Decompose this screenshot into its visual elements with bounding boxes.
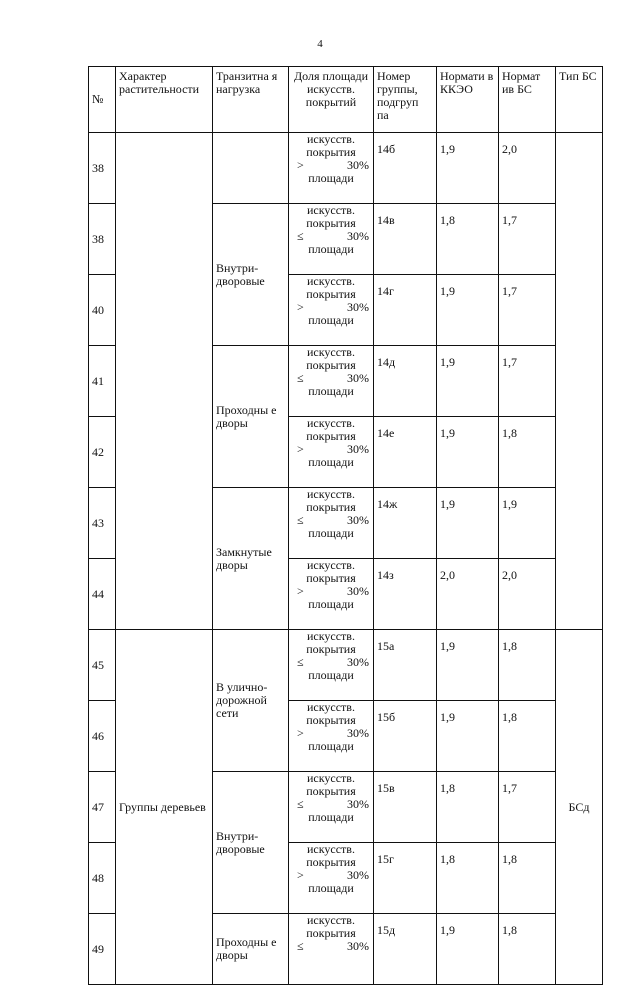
type-bs: БСд bbox=[556, 630, 603, 985]
share-cell bbox=[289, 772, 374, 843]
norm-bs-value: 1,7 bbox=[499, 772, 556, 843]
group-number: 15г bbox=[374, 843, 437, 914]
norm-bs-value: 1,7 bbox=[499, 204, 556, 275]
group-number: 14г bbox=[374, 275, 437, 346]
share-cell bbox=[289, 417, 374, 488]
header-character: Характер растительности bbox=[116, 67, 213, 133]
transit-load: Проходны е дворы bbox=[213, 346, 289, 488]
norm-kkeo-value: 1,9 bbox=[437, 275, 499, 346]
norm-kkeo-value: 1,8 bbox=[437, 204, 499, 275]
vegetation-norms-table bbox=[88, 66, 603, 985]
share-line: площади bbox=[308, 810, 354, 824]
transit-load: В улично-дорожной сети bbox=[213, 630, 289, 772]
share-line: искусств. bbox=[307, 132, 355, 146]
vegetation-character: Группы деревьев bbox=[116, 630, 213, 985]
norm-kkeo-value: 1,9 bbox=[437, 417, 499, 488]
share-line: площади bbox=[308, 881, 354, 895]
norm-bs-value: 1,8 bbox=[499, 630, 556, 701]
share-percent: 30% bbox=[347, 726, 369, 740]
share-percent: 30% bbox=[347, 513, 369, 527]
share-percent: 30% bbox=[347, 655, 369, 669]
row-number: 49 bbox=[89, 914, 116, 985]
norm-kkeo-value: 1,9 bbox=[437, 133, 499, 204]
share-operator: ≤ bbox=[297, 229, 304, 243]
share-percent: 30% bbox=[347, 939, 369, 953]
share-operator: ≤ bbox=[297, 939, 304, 953]
share-percent: 30% bbox=[347, 229, 369, 243]
share-line: площади bbox=[308, 739, 354, 753]
share-line: покрытия bbox=[306, 571, 356, 585]
page-number: 4 bbox=[317, 38, 323, 50]
share-line: площади bbox=[308, 384, 354, 398]
share-line: площади bbox=[308, 597, 354, 611]
transit-load: Замкнутые дворы bbox=[213, 488, 289, 630]
share-line: искусств. bbox=[307, 487, 355, 501]
row-number: 41 bbox=[89, 346, 116, 417]
share-line: покрытия bbox=[306, 500, 356, 514]
share-percent: 30% bbox=[347, 300, 369, 314]
type-bs bbox=[556, 133, 603, 630]
share-percent: 30% bbox=[347, 868, 369, 882]
share-percent: 30% bbox=[347, 442, 369, 456]
norm-kkeo-value: 1,9 bbox=[437, 630, 499, 701]
row-number: 40 bbox=[89, 275, 116, 346]
vegetation-character bbox=[116, 133, 213, 630]
share-line: площади bbox=[308, 242, 354, 256]
norm-bs-value: 1,7 bbox=[499, 346, 556, 417]
group-number: 14в bbox=[374, 204, 437, 275]
share-operator: > bbox=[297, 300, 304, 314]
share-line: площади bbox=[308, 171, 354, 185]
share-cell bbox=[289, 559, 374, 630]
share-line: искусств. bbox=[307, 203, 355, 217]
share-operator: ≤ bbox=[297, 513, 304, 527]
share-line: искусств. bbox=[307, 558, 355, 572]
share-operator: > bbox=[297, 442, 304, 456]
share-line: покрытия bbox=[306, 642, 356, 656]
header-transit-load: Транзитна я нагрузка bbox=[213, 67, 289, 133]
header-norm-kkeo: Нормати в ККЭО bbox=[437, 67, 499, 133]
norm-bs-value: 1,7 bbox=[499, 275, 556, 346]
share-cell bbox=[289, 488, 374, 559]
norm-bs-value: 1,8 bbox=[499, 914, 556, 985]
share-line: покрытия bbox=[306, 216, 356, 230]
table-row bbox=[89, 133, 603, 204]
norm-kkeo-value: 1,9 bbox=[437, 701, 499, 772]
share-line: искусств. bbox=[307, 345, 355, 359]
norm-kkeo-value: 2,0 bbox=[437, 559, 499, 630]
share-line: искусств. bbox=[307, 842, 355, 856]
header-type-bs: Тип БС bbox=[556, 67, 603, 133]
group-number: 15в bbox=[374, 772, 437, 843]
table-header-row bbox=[89, 67, 603, 133]
group-number: 14б bbox=[374, 133, 437, 204]
share-cell bbox=[289, 701, 374, 772]
norm-bs-value: 1,8 bbox=[499, 843, 556, 914]
share-line: покрытия bbox=[306, 926, 356, 940]
row-number: 38 bbox=[89, 133, 116, 204]
group-number: 14з bbox=[374, 559, 437, 630]
row-number: 45 bbox=[89, 630, 116, 701]
norm-bs-value: 1,8 bbox=[499, 701, 556, 772]
share-percent: 30% bbox=[347, 371, 369, 385]
share-line: покрытия bbox=[306, 855, 356, 869]
share-line: искусств. bbox=[307, 274, 355, 288]
share-percent: 30% bbox=[347, 584, 369, 598]
transit-load bbox=[213, 133, 289, 204]
table-row bbox=[89, 630, 603, 701]
norm-bs-value: 2,0 bbox=[499, 133, 556, 204]
share-line: покрытия bbox=[306, 287, 356, 301]
transit-load: Проходны е дворы bbox=[213, 914, 289, 985]
share-line: искусств. bbox=[307, 629, 355, 643]
row-number: 44 bbox=[89, 559, 116, 630]
share-operator: ≤ bbox=[297, 797, 304, 811]
header-group: Номер группы, подгруп па bbox=[374, 67, 437, 133]
share-line: площади bbox=[308, 313, 354, 327]
share-cell bbox=[289, 133, 374, 204]
share-line: искусств. bbox=[307, 771, 355, 785]
share-operator: > bbox=[297, 868, 304, 882]
share-line: искусств. bbox=[307, 700, 355, 714]
share-condition bbox=[291, 940, 371, 953]
group-number: 14е bbox=[374, 417, 437, 488]
norm-kkeo-value: 1,8 bbox=[437, 772, 499, 843]
row-number: 42 bbox=[89, 417, 116, 488]
share-line: покрытия bbox=[306, 713, 356, 727]
share-percent: 30% bbox=[347, 158, 369, 172]
group-number: 14ж bbox=[374, 488, 437, 559]
transit-load: Внутри-дворовые bbox=[213, 772, 289, 914]
norm-kkeo-value: 1,8 bbox=[437, 843, 499, 914]
share-cell bbox=[289, 275, 374, 346]
header-norm-bs: Нормат ив БС bbox=[499, 67, 556, 133]
row-number: 48 bbox=[89, 843, 116, 914]
group-number: 14д bbox=[374, 346, 437, 417]
group-number: 15б bbox=[374, 701, 437, 772]
share-cell bbox=[289, 204, 374, 275]
share-line: покрытия bbox=[306, 429, 356, 443]
transit-load: Внутри-дворовые bbox=[213, 204, 289, 346]
share-line: покрытия bbox=[306, 358, 356, 372]
norm-kkeo-value: 1,9 bbox=[437, 346, 499, 417]
share-line: искусств. bbox=[307, 913, 355, 927]
group-number: 15а bbox=[374, 630, 437, 701]
share-operator: ≤ bbox=[297, 371, 304, 385]
share-line: площади bbox=[308, 668, 354, 682]
row-number: 47 bbox=[89, 772, 116, 843]
share-operator: > bbox=[297, 726, 304, 740]
share-cell bbox=[289, 630, 374, 701]
norm-bs-value: 2,0 bbox=[499, 559, 556, 630]
share-cell bbox=[289, 843, 374, 914]
share-line: площади bbox=[308, 526, 354, 540]
row-number: 38 bbox=[89, 204, 116, 275]
norm-kkeo-value: 1,9 bbox=[437, 488, 499, 559]
share-cell bbox=[289, 914, 374, 985]
share-line: покрытия bbox=[306, 784, 356, 798]
norm-kkeo-value: 1,9 bbox=[437, 914, 499, 985]
share-percent: 30% bbox=[347, 797, 369, 811]
share-line: площади bbox=[308, 455, 354, 469]
share-line: искусств. bbox=[307, 416, 355, 430]
group-number: 15д bbox=[374, 914, 437, 985]
norm-bs-value: 1,8 bbox=[499, 417, 556, 488]
share-line: покрытия bbox=[306, 145, 356, 159]
row-number: 46 bbox=[89, 701, 116, 772]
row-number: 43 bbox=[89, 488, 116, 559]
share-operator: > bbox=[297, 158, 304, 172]
share-operator: > bbox=[297, 584, 304, 598]
norm-bs-value: 1,9 bbox=[499, 488, 556, 559]
header-num: № bbox=[89, 67, 116, 133]
header-share: Доля площади искусств. покрытий bbox=[289, 67, 374, 133]
share-operator: ≤ bbox=[297, 655, 304, 669]
share-cell bbox=[289, 346, 374, 417]
